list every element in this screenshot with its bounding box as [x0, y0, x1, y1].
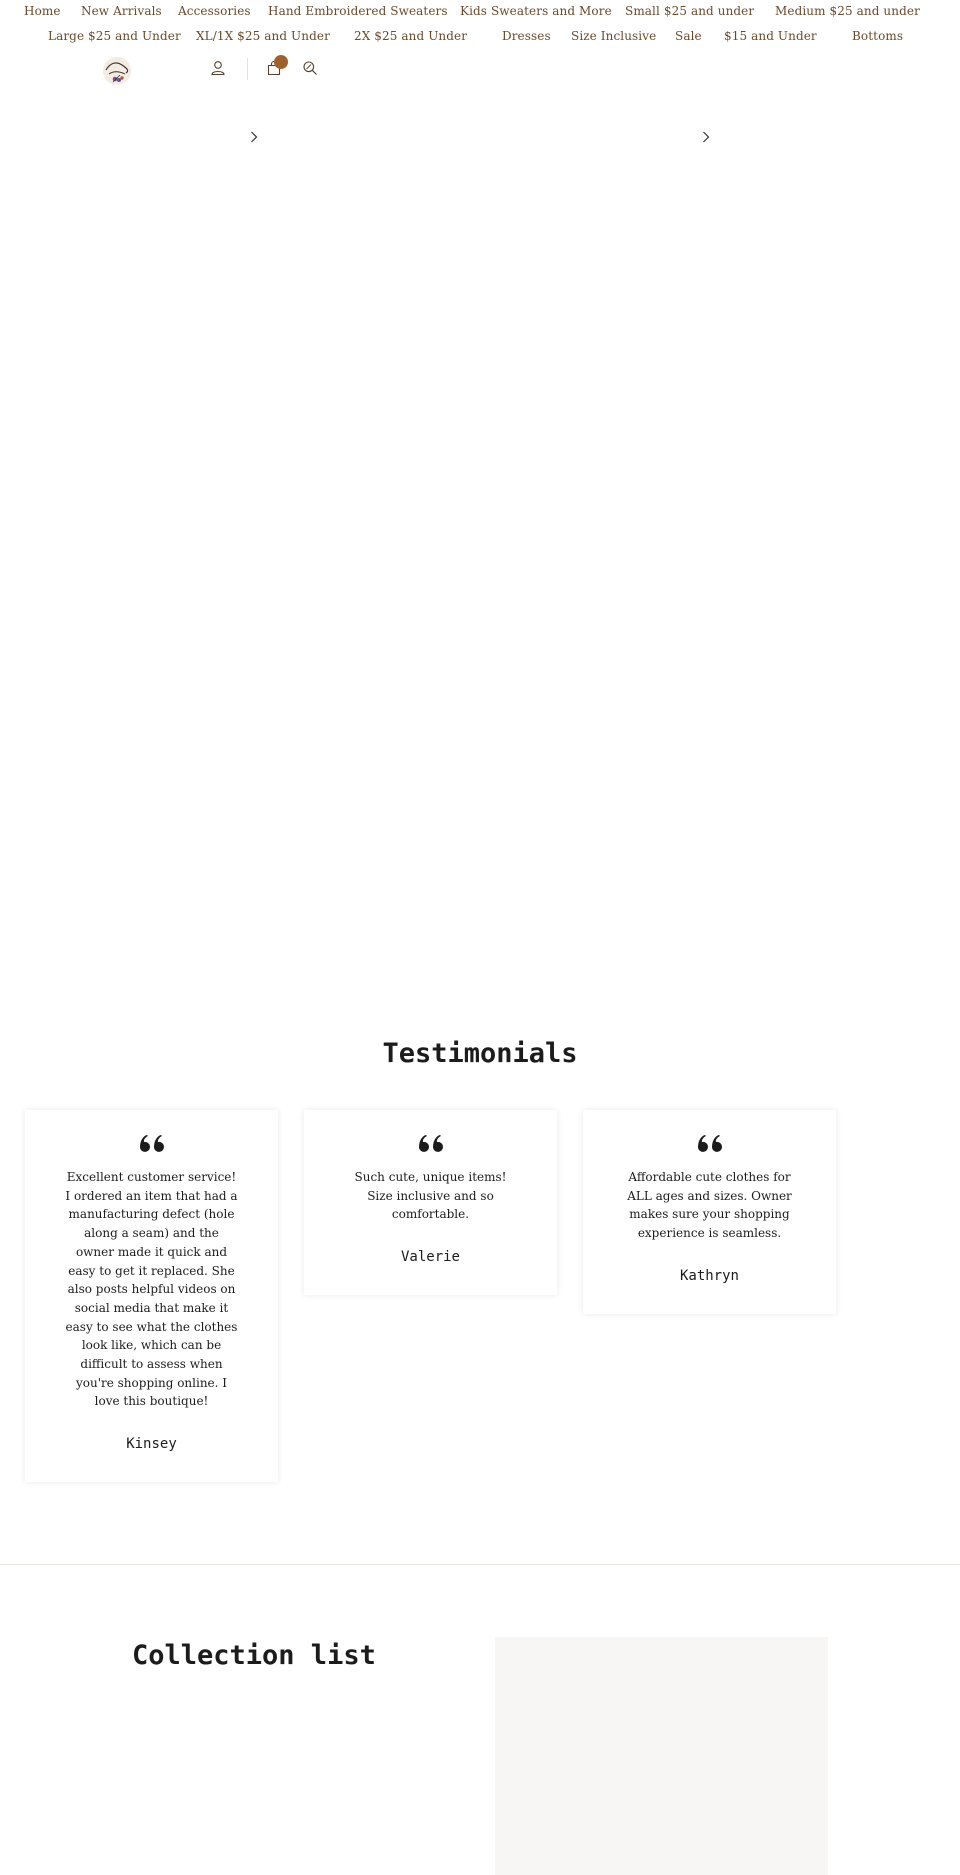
- nav-link-size-inclusive[interactable]: Size Inclusive: [571, 29, 657, 43]
- account-button[interactable]: [208, 58, 228, 78]
- quote-icon: [65, 1134, 238, 1156]
- slider-next-button-right[interactable]: [699, 128, 713, 146]
- user-icon: [210, 60, 226, 76]
- section-divider: [0, 1564, 960, 1565]
- collection-list-title: Collection list: [132, 1640, 376, 1671]
- nav-link-medium-25[interactable]: Medium $25 and under: [775, 4, 920, 18]
- nav-link-hand-embroidered-sweaters[interactable]: Hand Embroidered Sweaters: [268, 4, 448, 18]
- testimonial-author: Kinsey: [126, 1436, 177, 1453]
- collection-image-placeholder[interactable]: [495, 1637, 828, 1875]
- quote-icon: [623, 1134, 796, 1156]
- quote-icon: [344, 1134, 517, 1156]
- testimonial-text: Affordable cute clothes for ALL ages and sizes. Owner makes sure your shopping experience is seamless.: [627, 1170, 792, 1241]
- nav-link-home[interactable]: Home: [24, 4, 61, 18]
- search-icon: [302, 60, 318, 76]
- chevron-right-icon: [702, 131, 710, 143]
- boutique-logo[interactable]: [98, 53, 136, 89]
- nav-link-xl-25[interactable]: XL/1X $25 and Under: [196, 29, 330, 43]
- nav-link-2x-25[interactable]: 2X $25 and Under: [354, 29, 468, 43]
- logo-icon: [98, 53, 136, 89]
- slider-next-button-left[interactable]: [247, 128, 261, 146]
- testimonial-author: Valerie: [400, 1249, 460, 1266]
- main-navigation: [0, 0, 960, 50]
- header-tools: [0, 50, 960, 90]
- testimonial-card: [25, 1110, 278, 1482]
- nav-link-kids-sweaters[interactable]: Kids Sweaters and More: [460, 4, 612, 18]
- testimonial-text: Excellent customer service! I ordered an item that had a manufacturing defect (hole along a seam) and the owner made it quick and easy to get it replaced. She also posts helpful videos on social media that make it easy to see what the clothes look like, which can be difficult to assess when you're shopping online. I love this boutique!: [65, 1170, 238, 1409]
- nav-link-accessories[interactable]: Accessories: [178, 4, 251, 18]
- header-divider: [247, 58, 248, 80]
- testimonial-card: [304, 1110, 557, 1295]
- search-button[interactable]: [300, 58, 320, 78]
- nav-link-small-25[interactable]: Small $25 and under: [625, 4, 755, 18]
- nav-link-new-arrivals[interactable]: New Arrivals: [81, 4, 162, 18]
- cart-count-badge: [274, 55, 288, 69]
- nav-link-large-25[interactable]: Large $25 and Under: [48, 29, 181, 43]
- nav-link-15-and-under[interactable]: $15 and Under: [724, 29, 817, 43]
- nav-link-dresses[interactable]: Dresses: [502, 29, 551, 43]
- testimonials-title: Testimonials: [382, 1038, 578, 1069]
- nav-link-bottoms[interactable]: Bottoms: [852, 29, 904, 43]
- chevron-right-icon: [250, 131, 258, 143]
- testimonial-author: Kathryn: [679, 1267, 739, 1284]
- testimonial-card: [583, 1110, 836, 1314]
- nav-link-sale[interactable]: Sale: [675, 29, 702, 43]
- testimonial-text: Such cute, unique items! Size inclusive and so comfortable.: [354, 1170, 507, 1222]
